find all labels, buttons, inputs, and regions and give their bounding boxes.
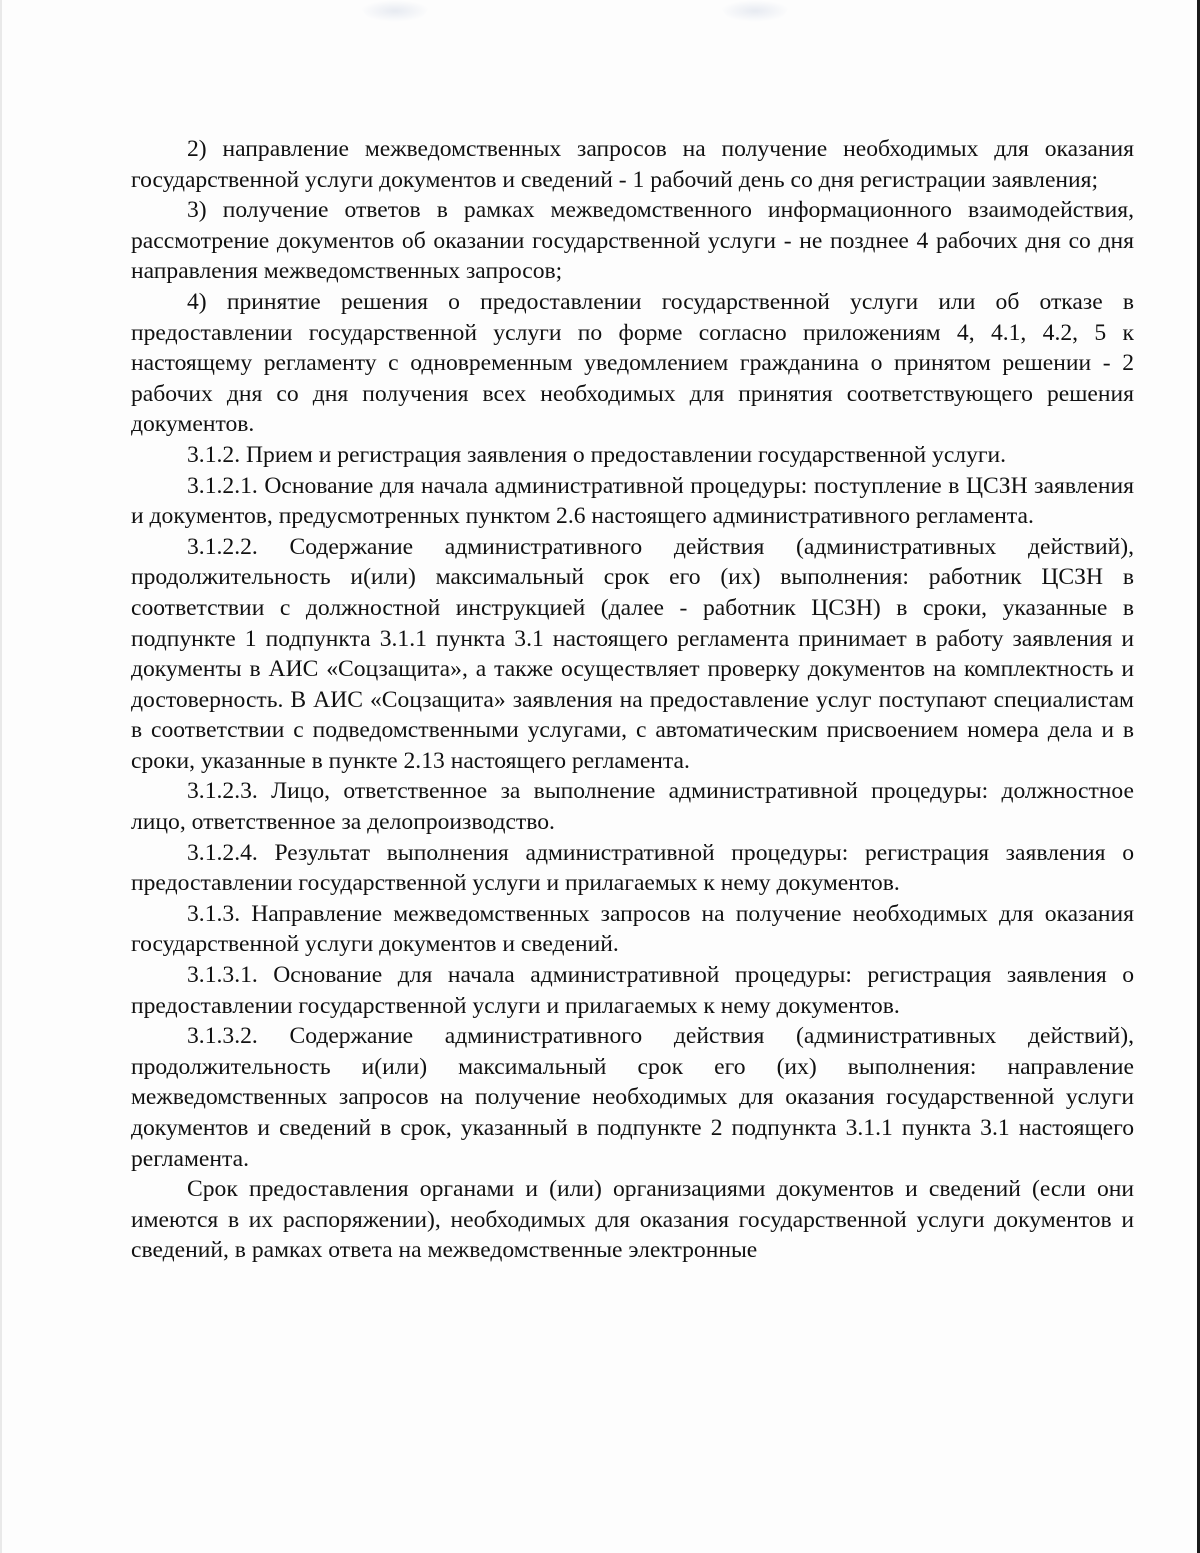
paragraph-response-term: Срок предоставления органами и (или) организациями документов и сведений (если они имеются в их распоряжении), необходимых для оказания государственной услуги документов и сведений, в рамках ответа на межведомственные электронные bbox=[131, 1176, 1134, 1264]
paragraph-3-1-2: 3.1.2. Прием и регистрация заявления о предоставлении государственной услуги. bbox=[187, 441, 1007, 468]
document-body bbox=[131, 134, 1134, 1266]
scan-smudge bbox=[720, 0, 790, 22]
paragraph-3-1-3-1: 3.1.3.1. Основание для начала административной процедуры: регистрация заявления о предоставлении государственной услуги и прилагаемых к нему документов. bbox=[131, 962, 1134, 1019]
paragraph-subitem-2: 2) направление межведомственных запросов на получение необходимых для оказания государственной услуги документов и сведений - 1 рабочий день со дня регистрации заявления; bbox=[131, 136, 1134, 193]
scan-border-left bbox=[0, 0, 2, 1553]
paragraph-3-1-3-2: 3.1.3.2. Содержание административного действия (административных действий), продолжительность и(или) максимальный срок его (их) выполнения: направление межведомственных запросов на получение необходимых для оказания государственной услуги документов и сведений в срок, указанный в подпункте 2 подпункта 3.1.1 пункта 3.1 настоящего регламента. bbox=[131, 1023, 1134, 1172]
paragraph-subitem-4: 4) принятие решения о предоставлении государственной услуги или об отказе в предоставлении государственной услуги по форме согласно приложениям 4, 4.1, 4.2, 5 к настоящему регламенту с одновременным уведомлением гражданина о принятом решении - 2 рабочих дня со дня получения всех необходимых для принятия соответствующего решения документов. bbox=[131, 288, 1134, 438]
paragraph-3-1-2-1: 3.1.2.1. Основание для начала административной процедуры: поступление в ЦСЗН заявления и документов, предусмотренных пунктом 2.6 настоящего административного регламента. bbox=[131, 472, 1134, 530]
paragraph-3-1-3: 3.1.3. Направление межведомственных запросов на получение необходимых для оказания государственной услуги документов и сведений. bbox=[131, 900, 1134, 958]
paragraph-subitem-3: 3) получение ответов в рамках межведомственного информационного взаимодействия, рассмотрение документов об оказании государственной услуги - не позднее 4 рабочих дня со дня направления межведомственных запросов; bbox=[131, 197, 1134, 285]
scan-smudge bbox=[360, 0, 430, 22]
paragraph-3-1-2-2: 3.1.2.2. Содержание административного действия (административных действий), продолжительность и(или) максимальный срок его (их) выполнения: работник ЦСЗН в соответствии с должностной инструкцией (далее - работник ЦСЗН) в сроки, указанные в подпункте 1 подпункта 3.1.1 пункта 3.1 настоящего регламента принимает в работу заявления и документы в АИС «Соцзащита», а также осуществляет проверку документов на комплектность и достоверность. В АИС «Соцзащита» заявления на предоставление услуг поступают специалистам в соответствии с подведомственными услугами, с автоматическим присвоением номера дела и в сроки, указанные в пункте 2.13 настоящего регламента. bbox=[131, 533, 1134, 774]
paragraph-3-1-2-4: 3.1.2.4. Результат выполнения административной процедуры: регистрация заявления о предоставлении государственной услуги и прилагаемых к нему документов. bbox=[131, 839, 1134, 897]
paragraph-3-1-2-3: 3.1.2.3. Лицо, ответственное за выполнение административной процедуры: должностное лицо, ответственное за делопроизводство. bbox=[131, 778, 1134, 836]
